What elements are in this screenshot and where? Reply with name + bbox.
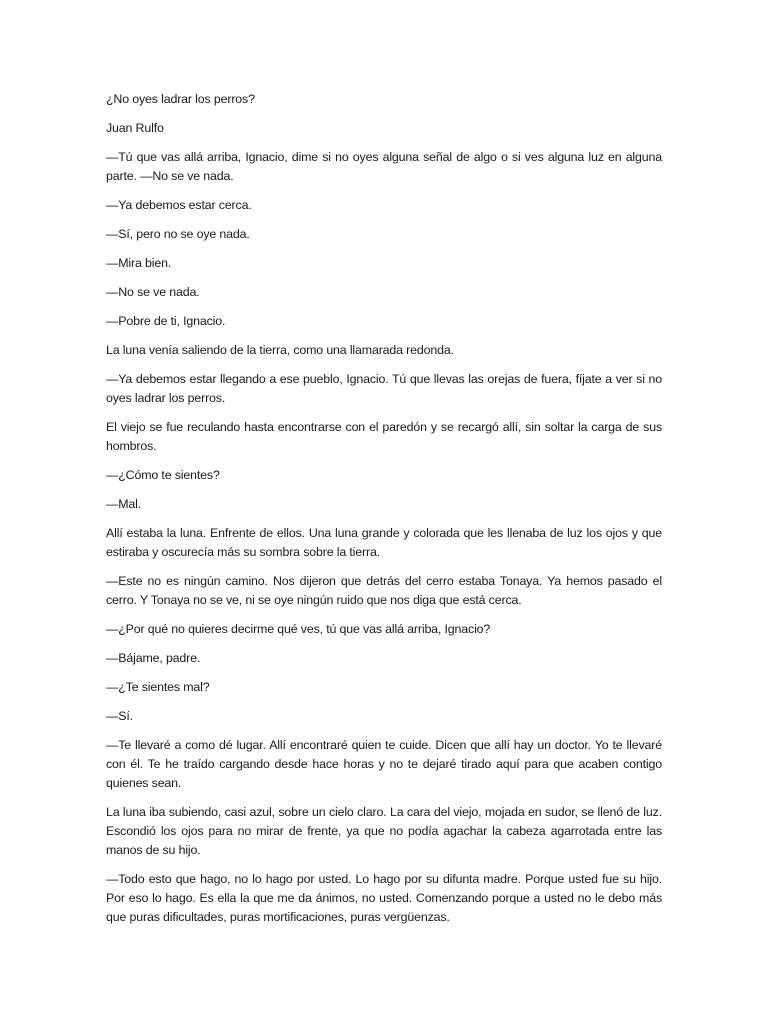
paragraph-9: El viejo se fue reculando hasta encontrarse con el paredón y se recargó allí, sin soltar la carga de sus hombros.	[106, 420, 662, 453]
paragraph-7: La luna venía saliendo de la tierra, como una llamarada redonda.	[106, 343, 454, 357]
paragraph-19: La luna iba subiendo, casi azul, sobre un cielo claro. La cara del viejo, mojada en sudor, se llenó de luz. Escondió los ojos para no mirar de frente, ya que no podía agachar la cabeza agarrotada entre las manos de su hijo.	[106, 805, 662, 857]
paragraph-10: —¿Cómo te sientes?	[106, 468, 220, 482]
paragraph-4: —Mira bien.	[106, 256, 172, 270]
paragraph-3: —Sí, pero no se oye nada.	[106, 227, 250, 241]
paragraph-14: —¿Por qué no quieres decirme qué ves, tú que vas allá arriba, Ignacio?	[106, 622, 491, 636]
paragraph-18: —Te llevaré a como dé lugar. Allí encontraré quien te cuide. Dicen que allí hay un doctor. Yo te llevaré con él. Te he traído cargando desde hace horas y no te dejaré tirado aquí para que acaben contigo quienes sean.	[106, 738, 662, 790]
paragraph-15: —Bájame, padre.	[106, 651, 201, 665]
story-author: Juan Rulfo	[106, 121, 164, 135]
paragraph-8: —Ya debemos estar llegando a ese pueblo, Ignacio. Tú que llevas las orejas de fuera, fíjate a ver si no oyes ladrar los perros.	[106, 372, 662, 405]
paragraph-11: —Mal.	[106, 497, 142, 511]
paragraph-20: —Todo esto que hago, no lo hago por usted. Lo hago por su difunta madre. Porque usted fue su hijo. Por eso lo hago. Es ella la que me da ánimos, no usted. Comenzando porque a usted no le debo más que puras dificultades, puras mortificaciones, puras vergüenzas.	[106, 872, 662, 924]
document-page	[106, 90, 662, 937]
paragraph-5: —No se ve nada.	[106, 285, 200, 299]
paragraph-12: Allí estaba la luna. Enfrente de ellos. Una luna grande y colorada que les llenaba de luz los ojos y que estiraba y oscurecía más su sombra sobre la tierra.	[106, 526, 662, 559]
story-title: ¿No oyes ladrar los perros?	[106, 92, 255, 106]
paragraph-2: —Ya debemos estar cerca.	[106, 198, 252, 212]
paragraph-6: —Pobre de ti, Ignacio.	[106, 314, 226, 328]
paragraph-13: —Este no es ningún camino. Nos dijeron que detrás del cerro estaba Tonaya. Ya hemos pasado el cerro. Y Tonaya no se ve, ni se oye ningún ruido que nos diga que está cerca.	[106, 574, 662, 607]
paragraph-17: —Sí.	[106, 709, 133, 723]
paragraph-16: —¿Te sientes mal?	[106, 680, 210, 694]
paragraph-1: —Tú que vas allá arriba, Ignacio, dime si no oyes alguna señal de algo o si ves alguna luz en alguna parte. —No se ve nada.	[106, 150, 662, 183]
